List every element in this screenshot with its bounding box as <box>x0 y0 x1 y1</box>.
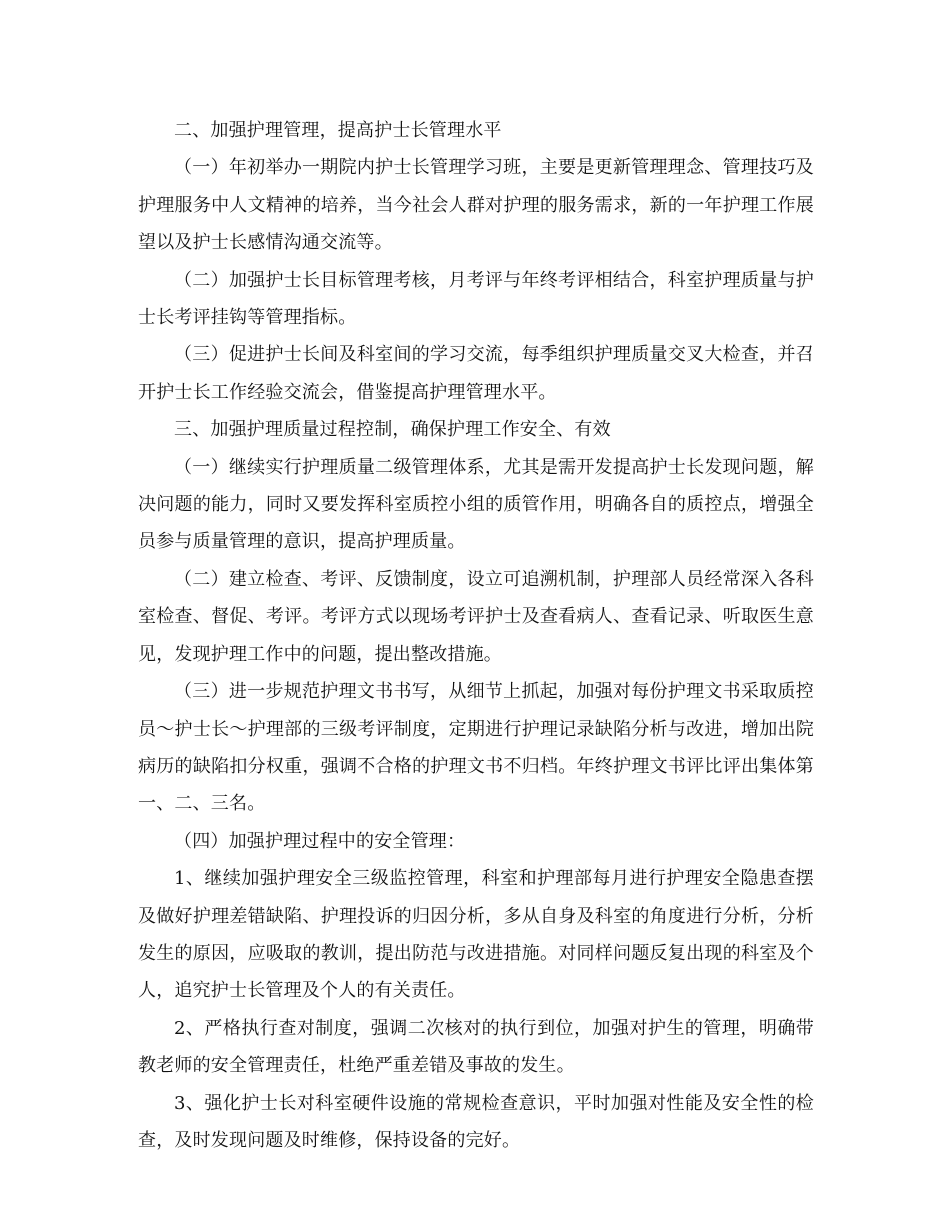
paragraph: （二）建立检查、考评、反馈制度，设立可追溯机制，护理部人员经常深入各科室检查、督促、考评。考评方式以现场考评护士及查看病人、查看记录、听取医生意见，发现护理工作中的问题，提出整改措施。 <box>138 568 814 665</box>
subsection-heading: （四）加强护理过程中的安全管理： <box>174 830 466 852</box>
paragraph: 3、强化护士长对科室硬件设施的常规检查意识，平时加强对性能及安全性的检查，及时发现问题及时维修，保持设备的完好。 <box>138 1092 814 1151</box>
document-body <box>138 112 814 1159</box>
paragraph: （三）促进护士长间及科室间的学习交流，每季组织护理质量交叉大检查，并召开护士长工作经验交流会，借鉴提高护理管理水平。 <box>138 344 814 403</box>
section-heading-3: 三、加强护理质量过程控制，确保护理工作安全、有效 <box>174 419 611 441</box>
section-heading-2: 二、加强护理管理，提高护士长管理水平 <box>174 120 502 141</box>
paragraph: （一）继续实行护理质量二级管理体系，尤其是需开发提高护士长发现问题，解决问题的能力，同时又要发挥科室质控小组的质管作用，明确各自的质控点，增强全员参与质量管理的意识，提高护理质量。 <box>138 456 814 553</box>
paragraph: （三）进一步规范护理文书书写，从细节上抓起，加强对每份护理文书采取质控员～护士长～护理部的三级考评制度，定期进行护理记录缺陷分析与改进，增加出院病历的缺陷扣分权重，强调不合格的护理文书不归档。年终护理文书评比评出集体第一、二、三名。 <box>138 681 814 815</box>
paragraph: （二）加强护士长目标管理考核，月考评与年终考评相结合，科室护理质量与护士长考评挂钩等管理指标。 <box>138 269 814 329</box>
paragraph: （一）年初举办一期院内护士长管理学习班，主要是更新管理理念、管理技巧及护理服务中人文精神的培养，当今社会人群对护理的服务需求，新的一年护理工作展望以及护士长感情沟通交流等。 <box>138 157 814 254</box>
paragraph: 2、严格执行查对制度，强调二次核对的执行到位，加强对护生的管理，明确带教老师的安全管理责任，杜绝严重差错及事故的发生。 <box>138 1017 814 1077</box>
paragraph: 1、继续加强护理安全三级监控管理，科室和护理部每月进行护理安全隐患查摆及做好护理差错缺陷、护理投诉的归因分析，多从自身及科室的角度进行分析，分析发生的原因，应吸取的教训，提出防范与改进措施。对同样问题反复出现的科室及个人，追究护士长管理及个人的有关责任。 <box>138 868 814 1002</box>
